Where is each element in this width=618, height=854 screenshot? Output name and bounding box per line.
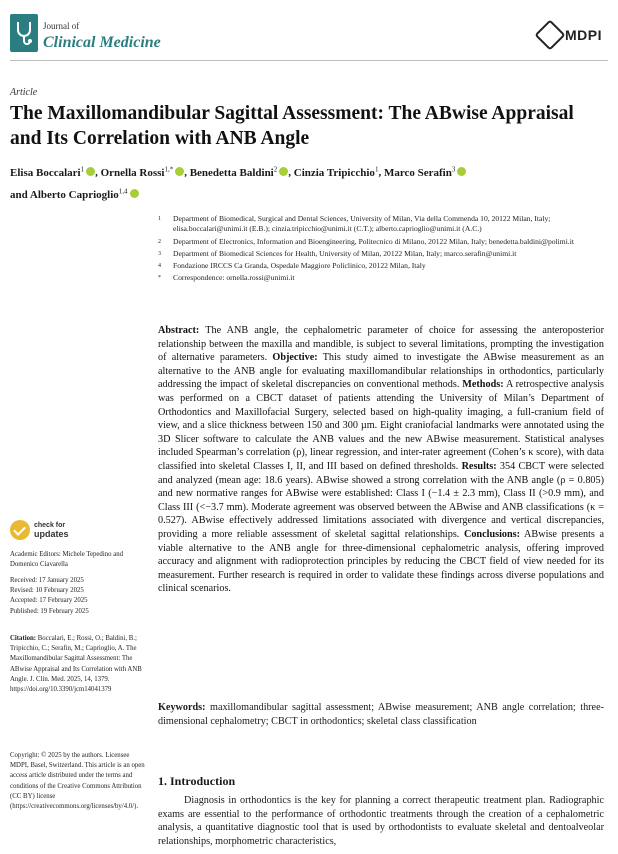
article-type: Article [10, 87, 38, 98]
conclusions-text: ABwise presents a viable alternative to the ANB angle for three-dimensional cephalometric analysis, offering improved accuracy and alignment with radioprotection principles by reducing the CBCT field of view needed for its measurement. Further research is required in order to validate these findings across diverse populations and clinical scenarios. [158, 528, 604, 595]
stethoscope-icon [13, 20, 35, 46]
author[interactable]: Elisa Boccalari$^1$ [10, 165, 85, 179]
check-updates-line: check for [34, 522, 66, 529]
journal-title [43, 17, 161, 51]
affiliation: 3 Department of Biomedical Sciences for Health, University of Milan, 20122 Milan, Italy; marco.serafin@unimi.it [158, 248, 517, 258]
check-icon [10, 520, 30, 540]
academic-editors: Academic Editors: Michele Tepedino and Domenico Ciavarella [10, 551, 124, 569]
author[interactable]: Benedetta Baldini$^2$ [189, 165, 278, 179]
publisher-name: MDPI [565, 27, 602, 43]
abstract-label: Abstract: [158, 325, 200, 336]
results-label: Results: [461, 460, 497, 472]
objective-text: This study aimed to investigate the ABwise measurement as an alternative to the ANB angle for evaluating maxillomandibular relationships in orthodontics, particularly addressing the impact of skeletal discrepancies on conventional methods. [158, 352, 604, 391]
citation [10, 634, 148, 695]
published-date: Published: 19 February 2025 [10, 607, 89, 615]
authors-line-2 [10, 183, 610, 206]
affiliations [158, 214, 608, 286]
publisher-logo [539, 24, 602, 46]
orcid-icon[interactable] [279, 167, 288, 176]
header-divider [10, 60, 608, 61]
copyright: Copyright: © 2025 by the authors. Licensee MDPI, Basel, Switzerland. This article is an open access article distributed under the terms and conditions of the Creative Commons Attribution (CC BY) license (https://creativecommons.org/licenses/by/4.0/). [10, 752, 145, 811]
authors-line-1: Elisa Boccalari$^1$ , Ornella Rossi$^{1,*}$ , Benedetta Baldini$^2$ , Cinzia Tripicchio$^1$, Marco Serafin$^3$ [10, 160, 610, 183]
correspondence: * Correspondence: ornella.rossi@unimi.it [158, 273, 295, 283]
dates [10, 576, 148, 617]
accepted-date: Accepted: 17 February 2025 [10, 597, 88, 605]
author[interactable]: Marco Serafin$^3$ [383, 165, 456, 179]
mdpi-mark-icon [534, 19, 565, 50]
orcid-icon[interactable] [457, 167, 466, 176]
author[interactable]: and Alberto Caprioglio$^{1,4}$ [10, 187, 128, 202]
intro-paragraph: Diagnosis in orthodontics is the key for planning a correct therapeutic treatment plan. Radiographic exams are essential to the performance of orthodontic treatments through the creation of a cephalometric analysis, a quantitative diagnostic tool that is used by orthodontists to evaluate skeletal and dentoalveolar relationships, morphometric characteristics, [158, 795, 604, 847]
author-list [10, 160, 610, 205]
methods-label: Methods: [462, 379, 504, 391]
orcid-icon[interactable] [175, 167, 184, 176]
affiliation: 4 Fondazione IRCCS Ca Granda, Ospedale Maggiore Policlinico, 20122 Milan, Italy [158, 261, 426, 271]
orcid-icon[interactable] [130, 189, 139, 198]
keywords-text: maxillomandibular sagittal assessment; ABwise measurement; ANB angle correlation; three-dimensional cephalometry; CBCT in orthodontics; skeletal class classification [158, 702, 604, 727]
section-heading: 1. Introduction [158, 774, 236, 788]
affiliation: 2 Department of Electronics, Information and Bioengineering, Politecnico di Milano, 20122 Milan, Italy; benedetta.baldini@polimi.it [158, 236, 574, 246]
journal-name: Clinical Medicine [43, 34, 161, 51]
objective-label: Objective: [272, 352, 318, 364]
affiliation: 1 Department of Biomedical, Surgical and Dental Sciences, University of Milan, Via della Commenda 10, 20122 Milan, Italy; elisa.boccalari@unimi.it (E.B.); cinzia.tripicchio@unimi.it (C.T.); alberto.caprioglio@unimi.it (A.C.) [158, 214, 551, 234]
check-for-updates-button[interactable] [10, 520, 69, 540]
citation-label: Citation: [10, 635, 37, 642]
journal-small: Journal of [43, 21, 80, 31]
journal-logo [10, 14, 38, 52]
abstract-text: The ANB angle, the cephalometric parameter of choice for assessing the anteroposterior relationship between the maxilla and mandible, is subject to several limitations, prompting the investigation of alternative parameters. [158, 325, 604, 364]
methods-text: A retrospective analysis was performed on a CBCT dataset of patients attending the University of Milan’s Department of Orthodontics and Maxillofacial Surgery, selected based on high-quality imaging, a full-cranium field of view, and a slice thickness between 150 and 300 µm. Eight craniofacial landmarks were annotated using the 3D Slicer software to calculate the ANB values and the new ABwise measurement. Statistical analyses included Spearman’s correlation (ρ), linear regression, and inter-rater agreement (Cohen’s κ score), with data classified into skeletal Classes I, II, and III based on defined thresholds. [158, 379, 604, 472]
citation-text[interactable]: Boccalari, E.; Rossi, O.; Baldini, B.; Tripicchio, C.; Serafin, M.; Caprioglio, A. The Maxillomandibular Sagittal Assessment: The ABwise Appraisal and Its Correlation with ANB Angle. J. Clin. Med. 2025, 14, 1379. https://doi.org/10.3390/jcm14041379 [10, 635, 142, 694]
orcid-icon[interactable] [86, 167, 95, 176]
received-date: Received: 17 January 2025 [10, 577, 84, 584]
author[interactable]: Ornella Rossi$^{1,*}$ [100, 165, 174, 179]
check-updates-line: updates [34, 529, 69, 539]
keywords [158, 701, 604, 728]
results-text: 354 CBCT were selected and analyzed (mean age: 18.6 years). ABwise showed a strong correlation with the ANB angle (ρ = 0.805) and new normative ranges for ABwise were established: Class I (−1.4 ± 2.3 mm), Class II (>0.9 mm), and Class III (<−3.7 mm). Moderate agreement was observed between the ABwise and ANB classifications (κ = 0.527). ABwise effectively addressed limitations associated with divergence and vertical discrepancies, providing a more reliable assessment of skeletal sagittal relationships. [158, 460, 604, 540]
abstract [158, 324, 604, 596]
revised-date: Revised: 10 February 2025 [10, 587, 84, 595]
author[interactable]: Cinzia Tripicchio$^1$ [293, 165, 379, 179]
keywords-label: Keywords: [158, 702, 206, 713]
paper-title: The Maxillomandibular Sagittal Assessment: The ABwise Appraisal and Its Correlation with ANB Angle [10, 103, 574, 149]
conclusions-label: Conclusions: [463, 528, 521, 540]
